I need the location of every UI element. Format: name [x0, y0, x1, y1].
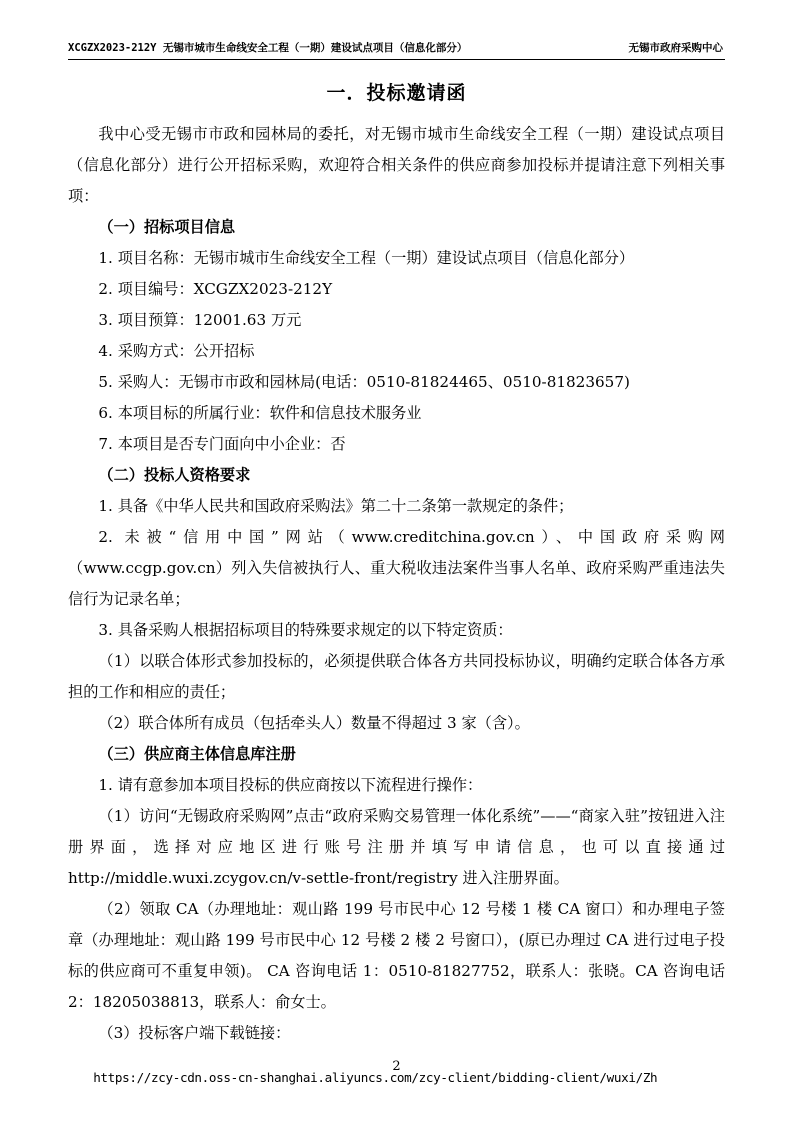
- intro-paragraph: 我中心受无锡市市政和园林局的委托，对无锡市城市生命线安全工程（一期）建设试点项目（信息化部分）进行公开招标采购，欢迎符合相关条件的供应商参加投标并提请注意下列相关事项：: [68, 125, 725, 205]
- section-1-item-1: 1. 项目名称：无锡市城市生命线安全工程（一期）建设试点项目（信息化部分）: [98, 249, 635, 267]
- download-link-url[interactable]: https://zcy-cdn.oss-cn-shanghai.aliyuncs.com/zcy-client/bidding-client/wuxi/Zh: [93, 1069, 658, 1085]
- section-3-item-2: （1）访问“无锡政府采购网”点击“政府采购交易管理一体化系统”——“商家入驻”按钮进入注册界面，选择对应地区进行账号注册并填写申请信息，也可以直接通过 http://middle.wuxi.zcygov.cn/v-settle-front/registry 进入注册界面。: [68, 807, 725, 887]
- section-1-item-3: 3. 项目预算：12001.63 万元: [98, 311, 302, 329]
- running-header: [68, 40, 725, 60]
- section-1-item-2: 2. 项目编号：XCGZX2023-212Y: [98, 280, 333, 298]
- section-1-item-7: 7. 本项目是否专门面向中小企业：否: [98, 435, 346, 453]
- section-3-item-4: （3）投标客户端下载链接：: [98, 1024, 291, 1042]
- section-2-item-2: 2. 未被“信用中国”网站（www.creditchina.gov.cn）、中国政府采购网（www.ccgp.gov.cn）列入失信被执行人、重大税收违法案件当事人名单、政府采购严重违法失信行为记录名单；: [68, 528, 725, 608]
- page-number: 2: [392, 1059, 401, 1074]
- section-2-item-4: （1）以联合体形式参加投标的，必须提供联合体各方共同投标协议，明确约定联合体各方承担的工作和相应的责任；: [68, 652, 725, 701]
- section-1-item-4: 4. 采购方式：公开招标: [98, 342, 255, 360]
- section-heading-2: （二）投标人资格要求: [98, 466, 251, 484]
- page-title: 一．投标邀请函: [326, 82, 467, 104]
- section-2-item-5: （2）联合体所有成员（包括牵头人）数量不得超过 3 家（含）。: [98, 714, 530, 732]
- section-2-item-1: 1. 具备《中华人民共和国政府采购法》第二十二条第一款规定的条件；: [98, 497, 574, 515]
- section-2-item-3: 3. 具备采购人根据招标项目的特殊要求规定的以下特定资质：: [98, 621, 513, 639]
- section-1-item-6: 6. 本项目标的所属行业：软件和信息技术服务业: [98, 404, 422, 422]
- section-heading-1: （一）招标项目信息: [98, 218, 236, 236]
- header-project-title: XCGZX2023-212Y 无锡市城市生命线安全工程（一期）建设试点项目（信息化部分）: [68, 42, 468, 54]
- section-3-item-3: （2）领取 CA（办理地址：观山路 199 号市民中心 12 号楼 1 楼 CA 窗口）和办理电子签章（办理地址：观山路 199 号市民中心 12 号楼 2 楼 2 号窗口），(原已办理过 CA 进行过电子投标的供应商可不重复申领)。 CA 咨询电话 1：0510-81827752，联系人：张晓。CA 咨询电话 2：18205038813，联系人：俞女士。: [68, 900, 725, 1011]
- section-1-item-5: 5. 采购人：无锡市市政和园林局(电话：0510-81824465、0510-81823657): [98, 373, 630, 391]
- section-heading-3: （三）供应商主体信息库注册: [98, 745, 296, 763]
- section-3-item-1: 1. 请有意参加本项目投标的供应商按以下流程进行操作：: [98, 776, 483, 794]
- header-organization: 无锡市政府采购中心: [628, 42, 723, 54]
